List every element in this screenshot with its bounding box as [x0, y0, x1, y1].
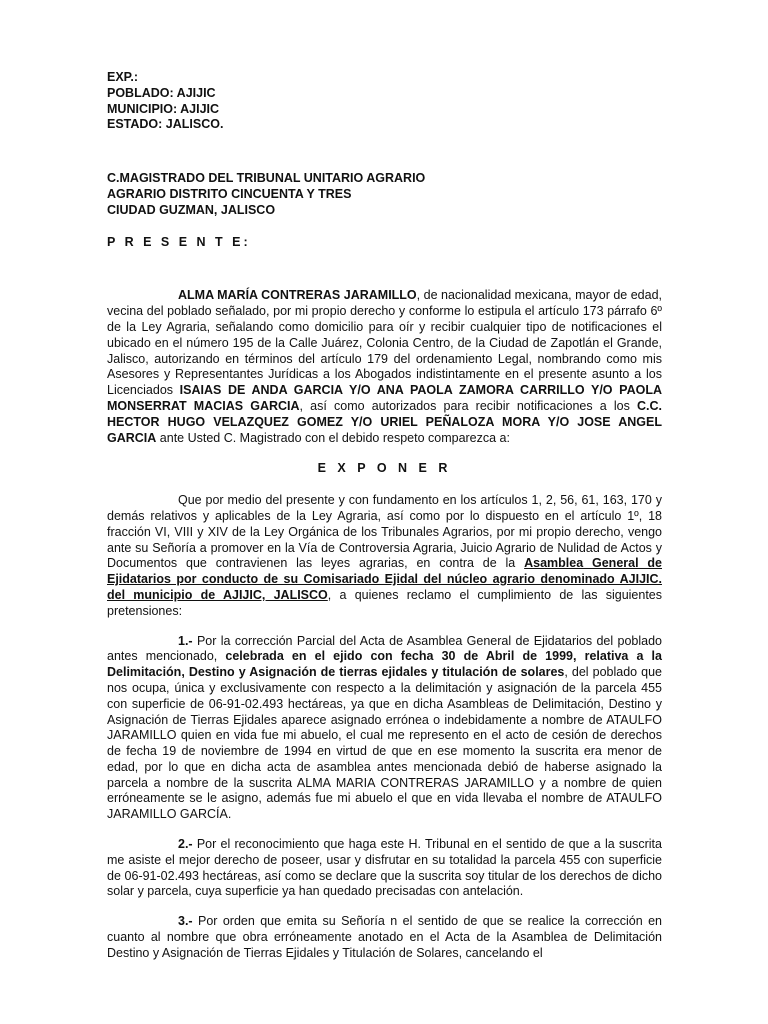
exponer-heading: E X P O N E R	[317, 461, 452, 476]
plaintiff-name: ALMA MARÍA CONTRERAS JARAMILLO	[178, 288, 417, 303]
body-text-1: Que por medio del presente y con fundamento en los artículos 1, 2, 56, 61, 163, 170 y demás relativos y aplicables de la Ley Agraria, así como por lo dispuesto en el artículo 1º, 18 fracción VI, VIII y XIV de la Ley Orgánica de los Tribunales Agrarios, por mi propio derecho, vengo ante su Señoría a promover en la Vía de Controversia Agraria, Juicio Agrario de Nulidad de Actos y Documentos que contravienen las leyes agrarias, en contra de la	[107, 493, 662, 571]
claim-item-3	[107, 914, 662, 961]
claim-item-1	[107, 634, 662, 824]
case-poblado: POBLADO: AJIJIC	[107, 85, 216, 100]
case-estado: ESTADO: JALISCO.	[107, 117, 224, 132]
claim-1-text-1: Por la corrección Parcial del Acta de Asamblea General de Ejidatarios del poblado antes mencionado,	[107, 633, 662, 664]
addressee-line-2: AGRARIO DISTRITO CINCUENTA Y TRES	[107, 186, 352, 201]
defendant-name: Asamblea General de Ejidatarios por conducto de su Comisariado Ejidal del núcleo agrario denominado AJIJIC. del municipio de AJIJIC, JALISCO	[107, 556, 662, 602]
document-page	[107, 70, 662, 962]
body-paragraph	[107, 493, 662, 619]
intro-text-2: , así como autorizados para recibir notificaciones a los	[299, 398, 637, 413]
claim-1-text-2: , del poblado que nos ocupa, única y exclusivamente con respecto a la delimitación y asignación de la parcela 455 con superficie de 06-91-02.493 hectáreas, ya que en dicha Asambleas de Delimitación, Destino y Asignación de Tierras Ejidales aparece asignado errónea o indebidamente a nombre de ATAULFO JARAMILLO quien en vida fue mi abuelo, el cual me represento en el acto de cesión de derechos de fecha 19 de noviembre de 1994 en virtud de que en ese momento la suscrita era menor de edad, por lo que en dicha acta de asamblea antes mencionada debió de haberse asignado la parcela a nombre de la suscrita ALMA MARIA CONTRERAS JARAMILLO y a nombre de quien erróneamente se le asigno, además fue mi abuelo el que en vida llevaba el nombre de ATAULFO JARAMILLO GARCÍA.	[107, 665, 662, 822]
intro-text-1: , de nacionalidad mexicana, mayor de edad, vecina del poblado señalado, por mi propio derecho y conforme lo estipula el artículo 173 párrafo 6º de la Ley Agraria, señalando como domicilio para oír y recibir cualquier tipo de notificaciones el ubicado en el número 195 de la Calle Juárez, Colonia Centro, de la Ciudad de Zapotlán el Grande, Jalisco, autorizando en términos del artículo 179 del ordenamiento Legal, nombrando como mis Asesores y Representantes Jurídicas a los Abogados indistintamente en el presente asunto a los Licenciados	[107, 288, 662, 398]
body-text-2: , a quienes reclamo el cumplimiento de las siguientes pretensiones:	[107, 587, 663, 618]
addressee-line-3: CIUDAD GUZMAN, JALISCO	[107, 202, 276, 217]
claim-1-bold: celebrada en el ejido con fecha 30 de Abril de 1999, relativa a la Delimitación, Destino y Asignación de tierras ejidales y titulación de solares	[107, 649, 662, 680]
case-exp: EXP.:	[107, 70, 139, 84]
addressee-block	[107, 171, 662, 218]
claim-2-text: Por el reconocimiento que haga este H. Tribunal en el sentido de que a la suscrita me asiste el mejor derecho de poseer, usar y disfrutar en su totalidad la parcela 455 con superficie de 06-91-02.493 hectáreas, así como se declare que la suscrita soy titular de los derechos de dicho solar y parcela, cuya superficie ya han quedado precisadas con antelación.	[107, 837, 662, 899]
authorized-names: C.C. HECTOR HUGO VELAZQUEZ GOMEZ Y/O URIEL PEÑALOZA MORA Y/O JOSE ANGEL GARCIA	[107, 398, 662, 445]
claim-2-number: 2.-	[178, 837, 193, 852]
lawyers-names: ISAIAS DE ANDA GARCIA Y/O ANA PAOLA ZAMORA CARRILLO Y/O PAOLA MONSERRAT MACIAS GARCIA	[107, 383, 662, 413]
intro-text-3: ante Usted C. Magistrado con el debido respeto comparezca a:	[156, 430, 510, 445]
presente-heading: P R E S E N T E:	[107, 234, 251, 249]
claim-3-text: Por orden que emita su Señoría n el sentido de que se realice la corrección en cuanto al nombre que obra erróneamente anotado en el Acta de la Asamblea de Delimitación Destino y Asignación de Tierras Ejidales y Titulación de Solares, cancelando el	[107, 914, 662, 960]
claim-item-2	[107, 837, 662, 900]
intro-paragraph	[107, 288, 662, 446]
case-municipio: MUNICIPIO: AJIJIC	[107, 101, 220, 116]
claim-3-number: 3.-	[178, 914, 193, 929]
case-header	[107, 70, 662, 133]
claim-1-number: 1.-	[178, 633, 193, 648]
addressee-line-1: C.MAGISTRADO DEL TRIBUNAL UNITARIO AGRARIO	[107, 171, 426, 186]
